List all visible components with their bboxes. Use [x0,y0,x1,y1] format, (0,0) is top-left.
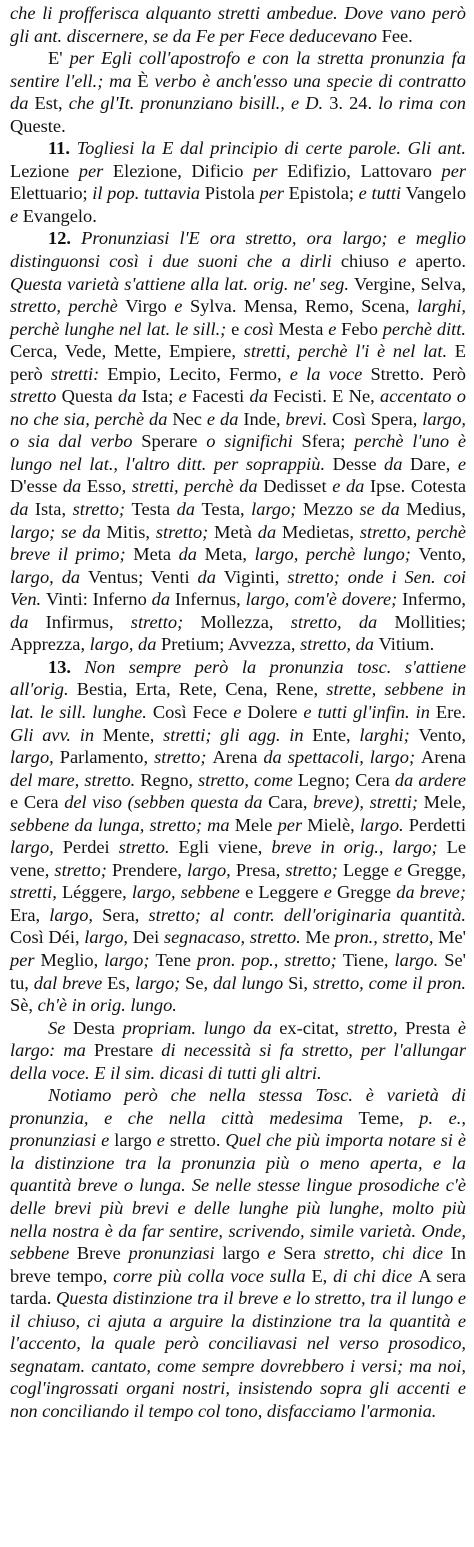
italic-text: stretto. [118,837,179,858]
italic-text: e [233,701,248,722]
roman-text: Regno, [140,769,199,790]
roman-text: Meta, [204,544,255,565]
italic-text: da [176,499,202,520]
italic-text: ma [207,814,235,835]
roman-text: Pistola [204,183,260,204]
italic-text: stretto; al contr. dell'originaria quantità. [148,904,467,925]
italic-text: e [457,453,466,474]
italic-text: largo, [10,566,62,587]
roman-text: Se' [444,949,466,970]
italic-text: largo; [134,972,186,993]
roman-text: Infirmus, [45,611,131,632]
italic-text: stretto; [285,859,343,880]
roman-text: Perdei [62,837,119,858]
paragraph-p1 [10,2,466,47]
roman-text: Si, [288,972,313,993]
roman-text: Testa [131,499,177,520]
italic-text: e da [206,408,244,429]
roman-text: Ere. [435,701,466,722]
roman-text: Vangelo [405,183,467,204]
roman-text: Così [332,408,371,429]
italic-text: segnacaso, stretto. [163,927,306,948]
italic-text: stretto, perchè breve il primo; [10,521,466,565]
roman-text: Cera [23,792,65,813]
italic-text: da [151,589,175,610]
roman-text: Léggere, [61,882,132,903]
italic-text: da [249,386,274,407]
roman-text: Sylva. Mensa, Remo, Scena, [189,296,418,317]
italic-text: del viso (sebben questa da [64,792,269,813]
roman-text: Se, [185,972,213,993]
italic-text: del mare, stretto. [10,769,141,790]
italic-text: da [118,386,142,407]
roman-text: Mente, [102,724,164,745]
italic-text: da [10,499,35,520]
roman-text: Stretto. Però [370,363,466,384]
roman-text: Desta [73,1017,123,1038]
italic-text: dal breve [33,972,108,993]
roman-text: Prendere, [111,859,187,880]
roman-text: Legno; [297,769,356,790]
italic-text: di chi dice [333,1265,419,1286]
italic-text: e [174,296,190,317]
roman-text: Inde, [243,408,286,429]
italic-text: stretto; [72,499,132,520]
italic-text: e tutti gl'infin. in [303,701,436,722]
roman-text: Virgo [125,296,175,317]
roman-text: Mitis, [106,521,156,542]
roman-text: Teme, [358,1107,420,1128]
italic-text: e [323,882,337,903]
roman-text: Elettuario; [10,183,93,204]
italic-text: lo rima con [378,93,466,114]
italic-text: propriam. lungo da [122,1017,280,1038]
italic-text: stretti, [10,882,62,903]
italic-text: largo; se da [10,521,107,542]
roman-text: chiuso [340,251,399,272]
italic-text: largo, perchè lungo; [254,544,419,565]
roman-text: Fecisti. E Ne, [273,386,380,407]
roman-text: Presa, [235,859,286,880]
paragraph-p5 [10,656,466,1017]
italic-text: strette, sebbene in lat. le sill. lunghe. [10,679,466,722]
roman-text: Cera [355,769,395,790]
italic-text: stretto, chi dice [323,1243,451,1264]
italic-text: perchè l'uno è lungo nel lat., l'altro ditt. per soprappiù. [10,431,466,474]
roman-text: Meta [133,544,179,565]
roman-text: Pretium; Avvezza, [161,634,301,655]
italic-text: larghi, perchè lunghe nel lat. le sill.; [10,296,466,339]
roman-text: Vergine, Selva, [354,273,466,294]
roman-text: Dedisset [263,476,333,497]
roman-text: largo [114,1130,157,1151]
italic-text: da ardere [394,769,466,790]
roman-text: Arena [421,747,466,768]
italic-text: largo, da [89,634,162,655]
roman-text: Déi, [48,927,85,948]
roman-text: A sera tarda. [10,1265,466,1309]
roman-text: Mollezza, [200,611,291,632]
roman-text: e [245,882,259,903]
roman-text: E però [10,341,467,384]
italic-text: largo, [10,747,60,768]
italic-text: breve), stretti; [313,792,424,813]
italic-text: da [197,566,224,587]
roman-text: Febo [341,318,383,339]
roman-text: Evangelo. [22,205,97,226]
italic-text: stretti, perchè da [131,476,264,497]
italic-text: Togliesi la E dal principio di certe parole. Gli ant. [76,138,466,159]
roman-text: Questa [61,386,118,407]
roman-text: È [137,70,155,91]
italic-text: e [267,1243,284,1264]
roman-text: Lezione [10,160,79,181]
italic-text: stretto; [154,747,213,768]
roman-text: Testa, [201,499,252,520]
italic-text: e [328,318,342,339]
paragraph-p7 [10,1084,466,1422]
paragraph-p6 [10,1017,466,1085]
roman-text: Ista; [141,386,179,407]
italic-text: sebbene da lunga, stretto; [10,814,208,835]
roman-text: Tene [155,949,197,970]
italic-text: che li profferisca alquanto stretti ambedue. Dove vano però gli ant. discernere, se da Fe per Fece deducevano [10,3,466,46]
roman-text: Fee. [381,25,413,46]
italic-text: stretto; onde i Sen. coi Ven. [10,566,467,610]
italic-text: largo. [394,949,445,970]
roman-text: Medius, [406,499,467,520]
italic-text: per [252,160,288,181]
italic-text: per [10,949,41,970]
italic-text: Non sempre però la pronunzia tosc. s'attiene all'orig. [10,656,466,700]
roman-text: Mele [234,814,278,835]
italic-text: larghi; [359,724,419,745]
italic-text: stretto, come [198,769,298,790]
roman-text: Egli viene, [178,837,272,858]
roman-text: Infernus, [174,589,246,610]
italic-text: p. e., pronunziasi e [10,1107,466,1151]
roman-text: Presta [405,1017,458,1038]
roman-text: Es, [107,972,135,993]
roman-text: Empio, Lecito, Fermo, [107,363,290,384]
roman-text: Ista, [34,499,73,520]
roman-text: Me' [438,927,466,948]
italic-text: se da [359,499,407,520]
italic-text: Se [48,1017,74,1038]
italic-text: largo, [187,859,236,880]
roman-text: Queste. [10,115,66,136]
italic-text: da spettacoli, largo; [263,747,422,768]
italic-text: largo. [359,814,409,835]
italic-text: il pop. tuttavia [92,183,205,204]
roman-text: Dare, [409,453,458,474]
italic-text: da [62,476,87,497]
italic-text: per [441,160,467,181]
roman-text: Sè, [10,995,38,1016]
roman-text: Cerca, Vede, Mette, Empiere, [10,341,244,362]
roman-text: Elezione, Dificio [112,160,253,181]
roman-text: Ente, [312,724,360,745]
roman-text: D'esse [10,476,63,497]
italic-text: dal lungo [212,972,289,993]
italic-text: da [61,566,89,587]
italic-text: di necessità si fa stretto, per l'allungar della voce. E il sim. dicasi di tutti gli altri. [10,1040,466,1083]
roman-text: Spera, [370,408,423,429]
italic-text: da [178,544,205,565]
roman-text: Sera [283,1243,324,1264]
italic-text: da [384,453,410,474]
roman-text: Era, [10,904,50,925]
roman-text: Vitium. [378,634,435,655]
roman-text: Bestia, Erta, Rete, Cena, Rene, [76,679,327,700]
section-number: 13. [48,656,71,677]
italic-text: largo, [49,904,103,925]
roman-text: Ventus; Venti [88,566,198,587]
italic-text: largo, sebbene [131,882,246,903]
roman-text: Epistola; [288,183,359,204]
roman-text: Così [10,927,49,948]
italic-text: e la voce [289,363,371,384]
italic-text: ch'è in orig. lungo. [37,995,177,1016]
italic-text: Quel che più importa notare si è la distinzione tra la pronunzia più o meno aperta, e la quantità breve o lunga. Se nelle stesse lingue prosodiche c'è delle brevi più brevi e delle lunghe più lunghe, molto più nella nostra è da far sentire, scrivendo, simile varietà. Onde, sebbene [10,1130,466,1264]
italic-text: stretto, da [290,611,395,632]
italic-text: perchè ditt. [382,318,466,339]
italic-text: e [398,251,416,272]
italic-text: stretto, da [300,634,379,655]
roman-text: Così [152,701,193,722]
roman-text: Mielè, [307,814,360,835]
roman-text: Est, [34,93,69,114]
italic-text: stretto; [130,611,201,632]
roman-text: Vinti: Inferno [46,589,152,610]
roman-text: Parlamento, [59,747,155,768]
italic-text: stretti; gli agg. in [163,724,313,745]
italic-text: Questa varietà s'attiene alla lat. orig. ne' seg. [10,273,355,294]
italic-text: e [393,859,408,880]
roman-text: E' [48,48,70,69]
italic-text: o significhi [206,431,302,452]
italic-text: stretti: [50,363,108,384]
italic-text: per [277,814,308,835]
italic-text: da [257,521,283,542]
italic-text: è largo: ma [10,1017,466,1061]
italic-text: e [178,386,193,407]
italic-text: stretto; [155,521,215,542]
roman-text: Medietas, [282,521,360,542]
italic-text: stretti, perchè l'i è nel lat. [243,341,455,362]
roman-text: Esso, [86,476,132,497]
section-number: 11. [48,138,70,159]
italic-text: e tutti [358,183,406,204]
italic-text: stretto [10,386,62,407]
roman-text: e [231,318,245,339]
italic-text: per Egli coll'apostrofo e con la stretta pronunzia fa sentire l'ell.; ma [10,48,466,91]
roman-text: Vento, [418,724,466,745]
roman-text: Perdetti [408,814,466,835]
italic-text: stretto; [54,859,112,880]
italic-text: così [244,318,279,339]
roman-text: Dei [132,927,164,948]
roman-text: e [10,792,24,813]
italic-text: e [10,205,23,226]
roman-text: Infermo, [402,589,466,610]
roman-text: Tiene, [342,949,395,970]
italic-text: e [156,1130,170,1151]
roman-text: Cara, [268,792,314,813]
roman-text: Mesta [278,318,329,339]
italic-text: Gli avv. in [10,724,103,745]
italic-text: che gl'It. pronunziano bisill., e D. [68,93,330,114]
italic-text: largo, [84,927,133,948]
italic-text: e da [332,476,370,497]
roman-text: Sperare [141,431,207,452]
roman-text: Le vene, [10,837,466,880]
italic-text: Questa distinzione tra il breve e lo stretto, tra il lungo e il chiuso, ci ajuta a arguire la distinzione tra la quantità e l'accento, la quale però conciliavasi nel verso prosodico, segnatam. cantato, come sempre dovrebbero i versi; ma noi, cogl'ingrossati organi nostri, insistendo sopra gli accenti e non conciliando il tempo col tono, disfacciamo l'armonia. [10,1288,467,1421]
section-number: 12. [48,228,71,249]
italic-text: pronunziasi [128,1243,223,1264]
roman-text: Me [305,927,335,948]
italic-text: stretto, come il pron. [312,972,466,993]
paragraph-p3 [10,137,466,227]
paragraph-p4 [10,227,466,655]
roman-text: Mollities; Apprezza, [10,611,466,655]
italic-text: largo, com'è dovere; [245,589,403,610]
roman-text: Gregge [336,882,397,903]
italic-text: stretto, [346,1017,406,1038]
italic-text: verbo è anch'esso una specie di contratto da [10,70,466,114]
roman-text: Mele, [423,792,466,813]
roman-text: Metà [214,521,258,542]
roman-text: Prestare [93,1040,162,1061]
italic-text: per [259,183,289,204]
roman-text: Viginti, [223,566,288,587]
roman-text: Breve [76,1243,129,1264]
italic-text: breve in orig., largo; [271,837,447,858]
italic-text: da breve; [396,882,466,903]
roman-text: Vento, [418,544,467,565]
roman-text: Nec [172,408,207,429]
roman-text: ex-citat, [279,1017,347,1038]
italic-text: largo, o sia dal verbo [10,408,467,452]
roman-text: Legge [342,859,394,880]
italic-text: per [78,160,113,181]
italic-text: largo, [10,837,63,858]
italic-text: largo; [251,499,303,520]
roman-text: Edifizio, Lattovaro [287,160,442,181]
roman-text: E, [311,1265,334,1286]
italic-text: corre più colla voce sulla [113,1265,312,1286]
roman-text: Dolere [247,701,304,722]
paragraph-p2 [10,47,466,137]
italic-text: Notiamo però che nella stessa Tosc. è varietà di pronunzia, e che nella città medesima [10,1085,466,1128]
roman-text: 3. 24. [329,93,379,114]
italic-text: brevi. [285,408,333,429]
italic-text: accentato o no che sia, perchè da [10,386,466,429]
roman-text: Meglio, [40,949,105,970]
italic-text: pron., stretto, [334,927,439,948]
italic-text: da [10,611,46,632]
roman-text: Mezzo [302,499,360,520]
roman-text: largo [222,1243,268,1264]
italic-text: Pronunziasi l'E ora stretto, ora largo; e meglio distinguonsi così i due suoni che a dirli [10,228,466,272]
roman-text: Sfera; [301,431,355,452]
italic-text: largo; [104,949,156,970]
roman-text: Arena [212,747,264,768]
roman-text: aperto. [415,251,466,272]
roman-text: Ipse. Cotesta [369,476,466,497]
roman-text: Facesti [192,386,250,407]
roman-text: tu, [10,972,34,993]
roman-text: In breve tempo, [10,1243,466,1286]
roman-text: Sera, [102,904,149,925]
italic-text: pron. pop., stretto; [196,949,343,970]
roman-text: Desse [332,453,385,474]
italic-text: stretto, perchè [10,296,126,317]
roman-text: Fece [192,701,234,722]
roman-text: Gregge, [407,859,466,880]
roman-text: Leggere [258,882,324,903]
roman-text: stretto. [169,1130,226,1151]
